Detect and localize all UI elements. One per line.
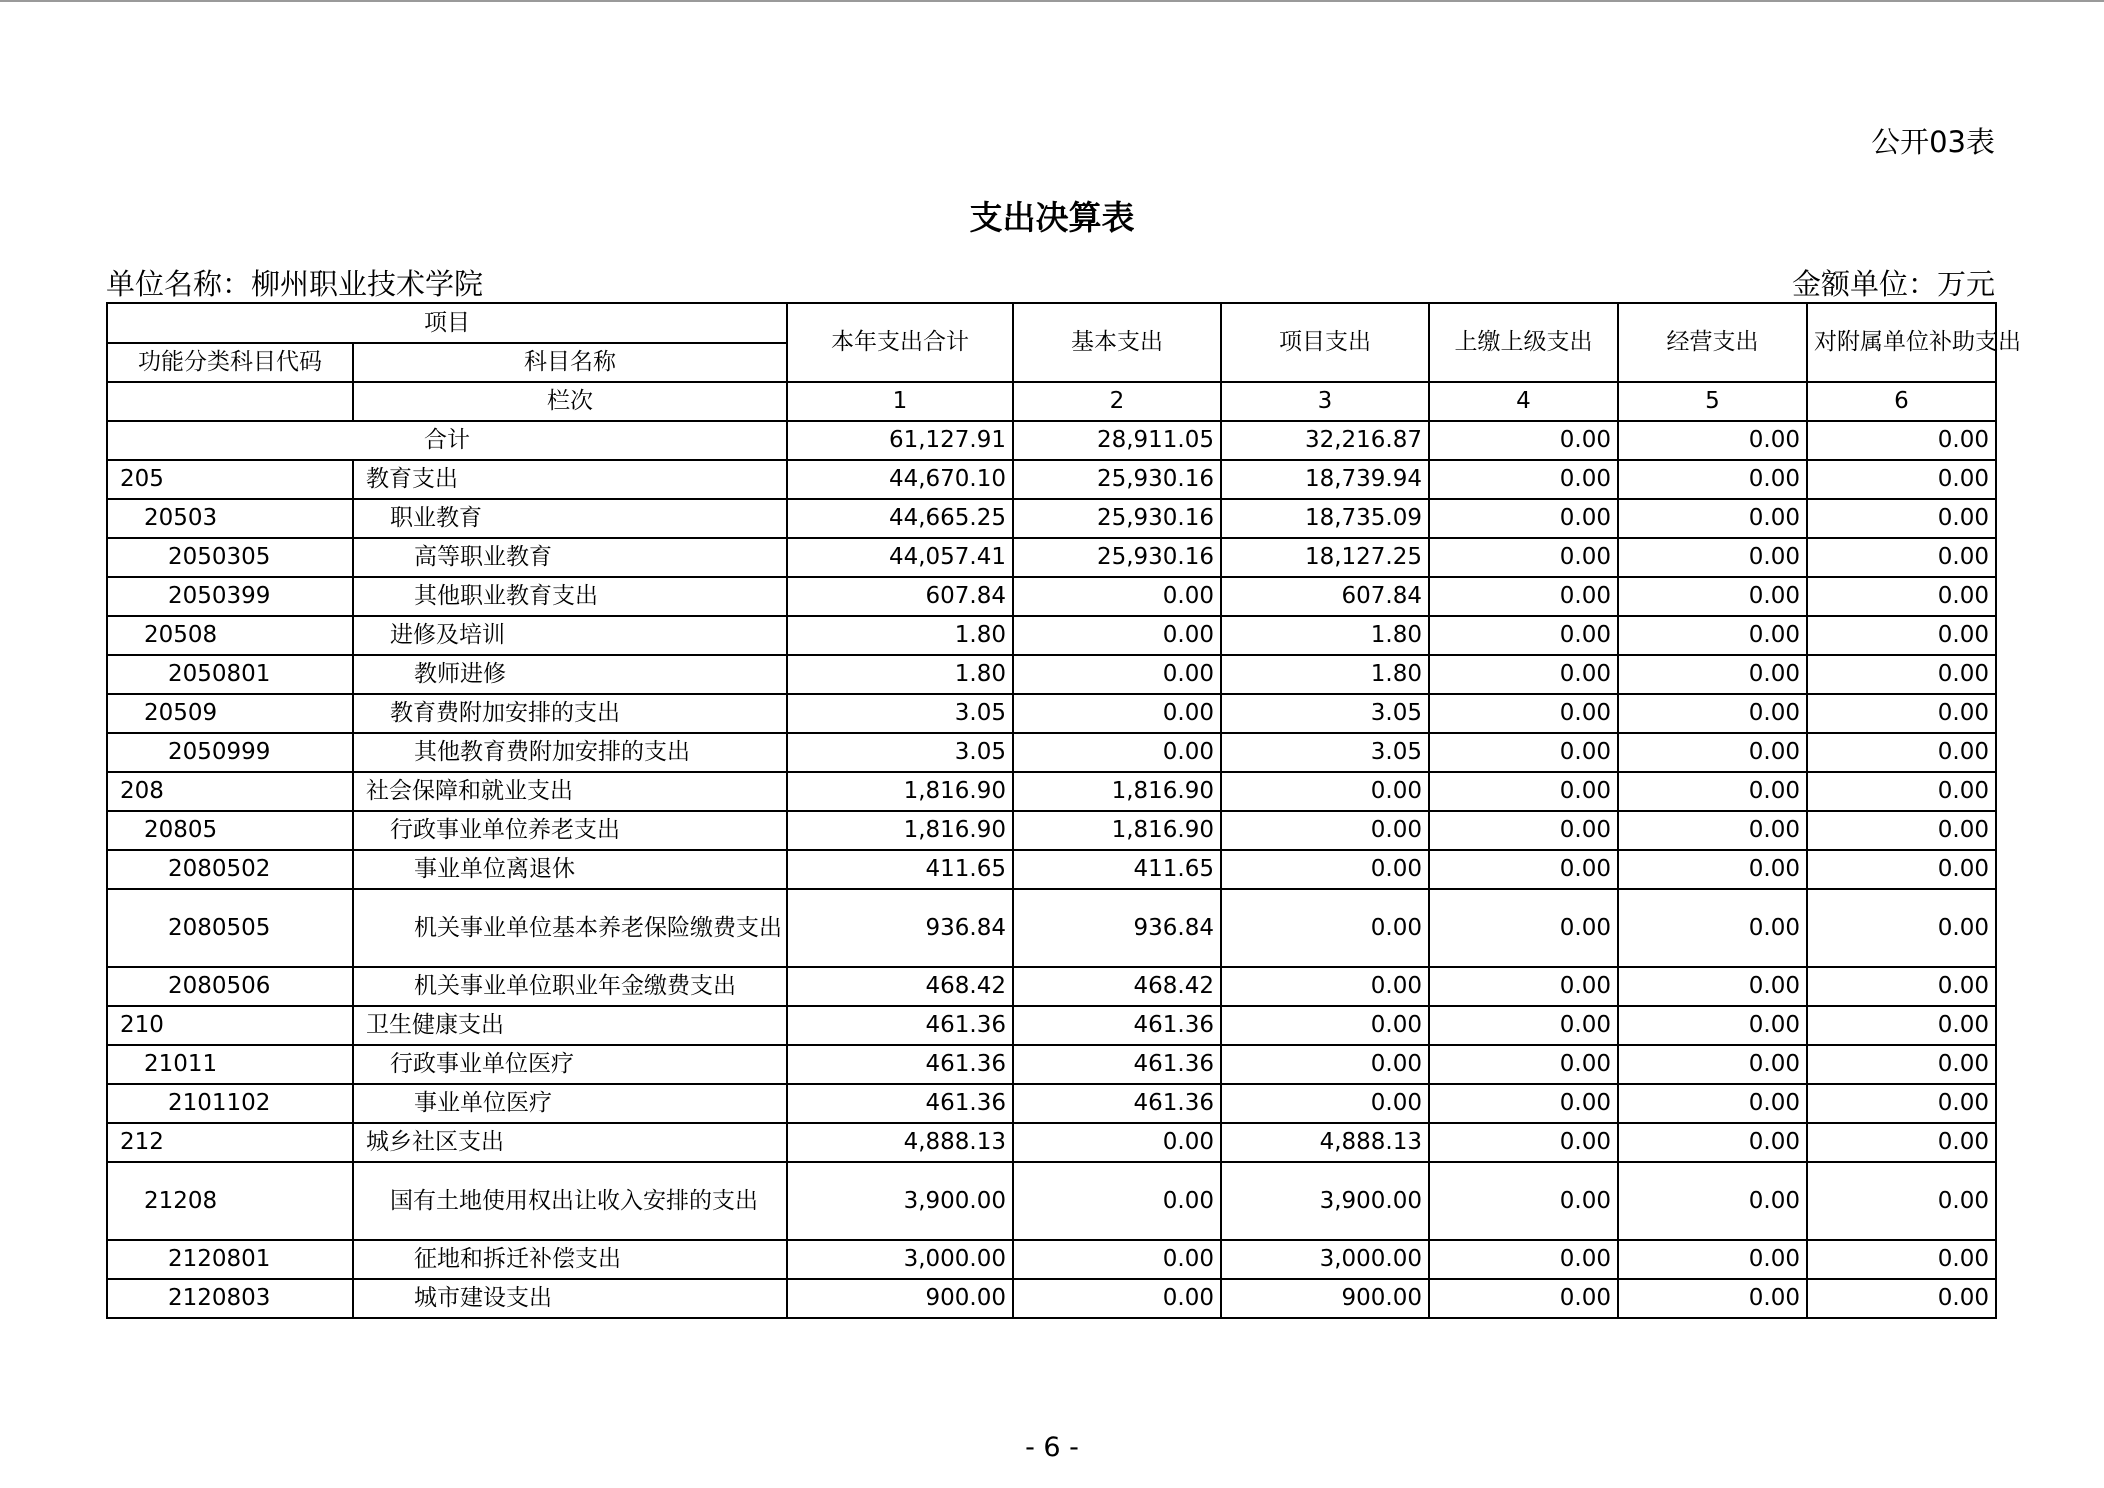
amount-cell: 0.00 — [1013, 616, 1221, 655]
amount-cell: 607.84 — [787, 577, 1013, 616]
amount-cell: 0.00 — [1618, 460, 1807, 499]
amount-cell: 25,930.16 — [1013, 538, 1221, 577]
amount-cell: 0.00 — [1807, 889, 1996, 967]
table-row — [107, 811, 1996, 850]
subject-name: 国有土地使用权出让收入安排的支出 — [353, 1162, 787, 1240]
amount-cell: 461.36 — [787, 1084, 1013, 1123]
subject-name: 事业单位医疗 — [353, 1084, 787, 1123]
subject-code: 205 — [107, 460, 353, 499]
amount-cell: 0.00 — [1429, 889, 1618, 967]
amount-cell: 0.00 — [1807, 538, 1996, 577]
column-label: 栏次 — [353, 382, 787, 421]
table-row — [107, 460, 1996, 499]
amount-cell: 0.00 — [1618, 1162, 1807, 1240]
sum-label: 合计 — [107, 421, 787, 460]
amount-cell: 0.00 — [1429, 811, 1618, 850]
amount-cell: 0.00 — [1807, 577, 1996, 616]
subject-code: 20503 — [107, 499, 353, 538]
header-project-expense: 项目支出 — [1221, 303, 1429, 382]
column-number: 6 — [1807, 382, 1996, 421]
amount-cell: 461.36 — [787, 1045, 1013, 1084]
subject-name: 卫生健康支出 — [353, 1006, 787, 1045]
header-row-1 — [107, 303, 1996, 343]
sum-value: 0.00 — [1429, 421, 1618, 460]
amount-cell: 0.00 — [1429, 538, 1618, 577]
amount-cell: 1,816.90 — [787, 772, 1013, 811]
sum-value: 61,127.91 — [787, 421, 1013, 460]
amount-cell: 0.00 — [1618, 850, 1807, 889]
amount-cell: 0.00 — [1618, 1084, 1807, 1123]
amount-cell: 468.42 — [787, 967, 1013, 1006]
amount-cell: 0.00 — [1618, 1006, 1807, 1045]
amount-cell: 0.00 — [1221, 1006, 1429, 1045]
table-row — [107, 1240, 1996, 1279]
amount-cell: 0.00 — [1618, 1123, 1807, 1162]
subject-code: 2080506 — [107, 967, 353, 1006]
page-title: 支出决算表 — [969, 198, 1135, 237]
sum-value: 0.00 — [1807, 421, 1996, 460]
subject-name: 征地和拆迁补偿支出 — [353, 1240, 787, 1279]
amount-cell: 0.00 — [1618, 1240, 1807, 1279]
amount-cell: 0.00 — [1429, 616, 1618, 655]
table-row — [107, 733, 1996, 772]
subject-name: 行政事业单位养老支出 — [353, 811, 787, 850]
amount-cell: 0.00 — [1221, 1045, 1429, 1084]
amount-cell: 3.05 — [787, 694, 1013, 733]
column-number: 2 — [1013, 382, 1221, 421]
amount-cell: 1.80 — [1221, 616, 1429, 655]
subject-code: 2120801 — [107, 1240, 353, 1279]
header-name: 科目名称 — [353, 343, 787, 382]
table-row — [107, 1006, 1996, 1045]
amount-cell: 0.00 — [1807, 850, 1996, 889]
amount-cell: 0.00 — [1807, 1123, 1996, 1162]
subject-name: 职业教育 — [353, 499, 787, 538]
amount-cell: 900.00 — [1221, 1279, 1429, 1318]
table-row — [107, 1279, 1996, 1318]
subject-code: 2050999 — [107, 733, 353, 772]
form-number: 公开03表 — [1871, 125, 1995, 159]
amount-cell: 3,900.00 — [787, 1162, 1013, 1240]
amount-cell: 18,735.09 — [1221, 499, 1429, 538]
table-row — [107, 889, 1996, 967]
subject-code: 208 — [107, 772, 353, 811]
amount-cell: 900.00 — [787, 1279, 1013, 1318]
amount-cell: 3,900.00 — [1221, 1162, 1429, 1240]
subject-code: 2080505 — [107, 889, 353, 967]
amount-cell: 0.00 — [1618, 733, 1807, 772]
amount-cell: 0.00 — [1013, 1279, 1221, 1318]
amount-cell: 1.80 — [787, 616, 1013, 655]
amount-cell: 0.00 — [1618, 499, 1807, 538]
subject-code: 210 — [107, 1006, 353, 1045]
subject-code: 2080502 — [107, 850, 353, 889]
table-row — [107, 1162, 1996, 1240]
subject-code: 2050305 — [107, 538, 353, 577]
column-number-blank — [107, 382, 353, 421]
amount-cell: 0.00 — [1807, 1006, 1996, 1045]
amount-cell: 0.00 — [1807, 1279, 1996, 1318]
subject-code: 20509 — [107, 694, 353, 733]
table-row — [107, 967, 1996, 1006]
subject-code: 21011 — [107, 1045, 353, 1084]
amount-cell: 0.00 — [1807, 811, 1996, 850]
table-row — [107, 1045, 1996, 1084]
amount-cell: 0.00 — [1221, 889, 1429, 967]
amount-cell: 607.84 — [1221, 577, 1429, 616]
header-code: 功能分类科目代码 — [107, 343, 353, 382]
amount-cell: 0.00 — [1429, 1162, 1618, 1240]
unit-name-label: 单位名称：柳州职业技术学院 — [106, 267, 484, 301]
table-row — [107, 616, 1996, 655]
column-number: 4 — [1429, 382, 1618, 421]
amount-cell: 0.00 — [1807, 1162, 1996, 1240]
amount-cell: 3.05 — [787, 733, 1013, 772]
amount-cell: 0.00 — [1013, 1162, 1221, 1240]
subject-code: 20508 — [107, 616, 353, 655]
amount-cell: 0.00 — [1618, 889, 1807, 967]
amount-cell: 936.84 — [787, 889, 1013, 967]
amount-cell: 0.00 — [1429, 1084, 1618, 1123]
subject-code: 2101102 — [107, 1084, 353, 1123]
amount-cell: 0.00 — [1013, 1123, 1221, 1162]
expense-table — [106, 302, 2021, 1319]
subject-code: 2050399 — [107, 577, 353, 616]
subject-name: 教育支出 — [353, 460, 787, 499]
amount-cell: 0.00 — [1618, 1045, 1807, 1084]
amount-cell: 0.00 — [1429, 850, 1618, 889]
page-top-border — [0, 0, 2104, 2]
amount-cell: 0.00 — [1429, 499, 1618, 538]
amount-cell: 0.00 — [1429, 655, 1618, 694]
amount-cell: 0.00 — [1618, 538, 1807, 577]
amount-cell: 3,000.00 — [1221, 1240, 1429, 1279]
subject-name: 其他教育费附加安排的支出 — [353, 733, 787, 772]
amount-cell: 0.00 — [1807, 967, 1996, 1006]
amount-cell: 0.00 — [1807, 1240, 1996, 1279]
amount-cell: 0.00 — [1429, 733, 1618, 772]
table-row — [107, 538, 1996, 577]
subject-name: 进修及培训 — [353, 616, 787, 655]
amount-cell: 1.80 — [1221, 655, 1429, 694]
amount-cell: 44,670.10 — [787, 460, 1013, 499]
amount-cell: 0.00 — [1807, 1045, 1996, 1084]
subject-name: 城乡社区支出 — [353, 1123, 787, 1162]
subject-name: 机关事业单位职业年金缴费支出 — [353, 967, 787, 1006]
subject-name: 行政事业单位医疗 — [353, 1045, 787, 1084]
amount-cell: 0.00 — [1013, 577, 1221, 616]
amount-cell: 0.00 — [1429, 1045, 1618, 1084]
amount-cell: 411.65 — [1013, 850, 1221, 889]
amount-cell: 1,816.90 — [1013, 772, 1221, 811]
amount-cell: 0.00 — [1221, 811, 1429, 850]
amount-cell: 0.00 — [1807, 1084, 1996, 1123]
table-row — [107, 850, 1996, 889]
column-number: 3 — [1221, 382, 1429, 421]
amount-cell: 25,930.16 — [1013, 460, 1221, 499]
table-row — [107, 499, 1996, 538]
amount-cell: 18,127.25 — [1221, 538, 1429, 577]
subject-code: 212 — [107, 1123, 353, 1162]
amount-cell: 0.00 — [1429, 460, 1618, 499]
sum-row — [107, 421, 1996, 460]
page-number: - 6 - — [1025, 1432, 1079, 1463]
subject-name: 教育费附加安排的支出 — [353, 694, 787, 733]
amount-cell: 0.00 — [1221, 850, 1429, 889]
amount-cell: 0.00 — [1807, 733, 1996, 772]
amount-cell: 0.00 — [1429, 1123, 1618, 1162]
amount-cell: 4,888.13 — [787, 1123, 1013, 1162]
amount-cell: 0.00 — [1807, 616, 1996, 655]
column-number: 1 — [787, 382, 1013, 421]
amount-cell: 0.00 — [1618, 967, 1807, 1006]
amount-cell: 0.00 — [1221, 772, 1429, 811]
table-row — [107, 1123, 1996, 1162]
column-number: 5 — [1618, 382, 1807, 421]
amount-cell: 0.00 — [1429, 1006, 1618, 1045]
subject-name: 高等职业教育 — [353, 538, 787, 577]
amount-cell: 4,888.13 — [1221, 1123, 1429, 1162]
subject-code: 2120803 — [107, 1279, 353, 1318]
amount-cell: 0.00 — [1429, 1240, 1618, 1279]
amount-cell: 461.36 — [1013, 1045, 1221, 1084]
amount-cell: 1.80 — [787, 655, 1013, 694]
amount-cell: 0.00 — [1013, 655, 1221, 694]
amount-cell: 0.00 — [1221, 1084, 1429, 1123]
amount-cell: 1,816.90 — [1013, 811, 1221, 850]
subject-code: 21208 — [107, 1162, 353, 1240]
amount-cell: 461.36 — [787, 1006, 1013, 1045]
amount-cell: 0.00 — [1429, 577, 1618, 616]
table-row — [107, 655, 1996, 694]
subject-name: 城市建设支出 — [353, 1279, 787, 1318]
subject-name: 教师进修 — [353, 655, 787, 694]
amount-cell: 0.00 — [1429, 967, 1618, 1006]
amount-cell: 0.00 — [1013, 733, 1221, 772]
amount-cell: 0.00 — [1618, 772, 1807, 811]
amount-cell: 0.00 — [1618, 1279, 1807, 1318]
amount-cell: 0.00 — [1618, 655, 1807, 694]
amount-cell: 0.00 — [1013, 694, 1221, 733]
subject-code: 2050801 — [107, 655, 353, 694]
amount-cell: 0.00 — [1429, 772, 1618, 811]
amount-cell: 1,816.90 — [787, 811, 1013, 850]
header-subsidy: 对附属单位补助支出 — [1807, 303, 1996, 382]
amount-cell: 0.00 — [1618, 811, 1807, 850]
amount-cell: 461.36 — [1013, 1084, 1221, 1123]
amount-cell: 461.36 — [1013, 1006, 1221, 1045]
amount-cell: 25,930.16 — [1013, 499, 1221, 538]
amount-cell: 3.05 — [1221, 694, 1429, 733]
amount-cell: 0.00 — [1807, 694, 1996, 733]
amount-cell: 0.00 — [1807, 655, 1996, 694]
amount-cell: 44,057.41 — [787, 538, 1013, 577]
subject-name: 其他职业教育支出 — [353, 577, 787, 616]
table-row — [107, 694, 1996, 733]
amount-cell: 936.84 — [1013, 889, 1221, 967]
header-basic: 基本支出 — [1013, 303, 1221, 382]
amount-cell: 3,000.00 — [787, 1240, 1013, 1279]
amount-cell: 44,665.25 — [787, 499, 1013, 538]
subject-code: 20805 — [107, 811, 353, 850]
amount-cell: 0.00 — [1618, 616, 1807, 655]
header-upper-payment: 上缴上级支出 — [1429, 303, 1618, 382]
amount-cell: 0.00 — [1807, 460, 1996, 499]
table-row — [107, 577, 1996, 616]
amount-cell: 0.00 — [1807, 772, 1996, 811]
sum-value: 28,911.05 — [1013, 421, 1221, 460]
sum-value: 0.00 — [1618, 421, 1807, 460]
amount-cell: 0.00 — [1807, 499, 1996, 538]
amount-cell: 18,739.94 — [1221, 460, 1429, 499]
amount-cell: 0.00 — [1429, 1279, 1618, 1318]
column-number-row — [107, 382, 1996, 421]
sum-value: 32,216.87 — [1221, 421, 1429, 460]
amount-cell: 0.00 — [1618, 694, 1807, 733]
amount-cell: 468.42 — [1013, 967, 1221, 1006]
header-business: 经营支出 — [1618, 303, 1807, 382]
subject-name: 社会保障和就业支出 — [353, 772, 787, 811]
amount-cell: 3.05 — [1221, 733, 1429, 772]
amount-cell: 0.00 — [1429, 694, 1618, 733]
amount-cell: 0.00 — [1221, 967, 1429, 1006]
header-project: 项目 — [107, 303, 787, 343]
table-row — [107, 772, 1996, 811]
subject-name: 事业单位离退休 — [353, 850, 787, 889]
money-unit-label: 金额单位：万元 — [1791, 267, 1995, 301]
header-total: 本年支出合计 — [787, 303, 1013, 382]
amount-cell: 0.00 — [1618, 577, 1807, 616]
amount-cell: 411.65 — [787, 850, 1013, 889]
table-row — [107, 1084, 1996, 1123]
subject-name: 机关事业单位基本养老保险缴费支出 — [353, 889, 787, 967]
amount-cell: 0.00 — [1013, 1240, 1221, 1279]
